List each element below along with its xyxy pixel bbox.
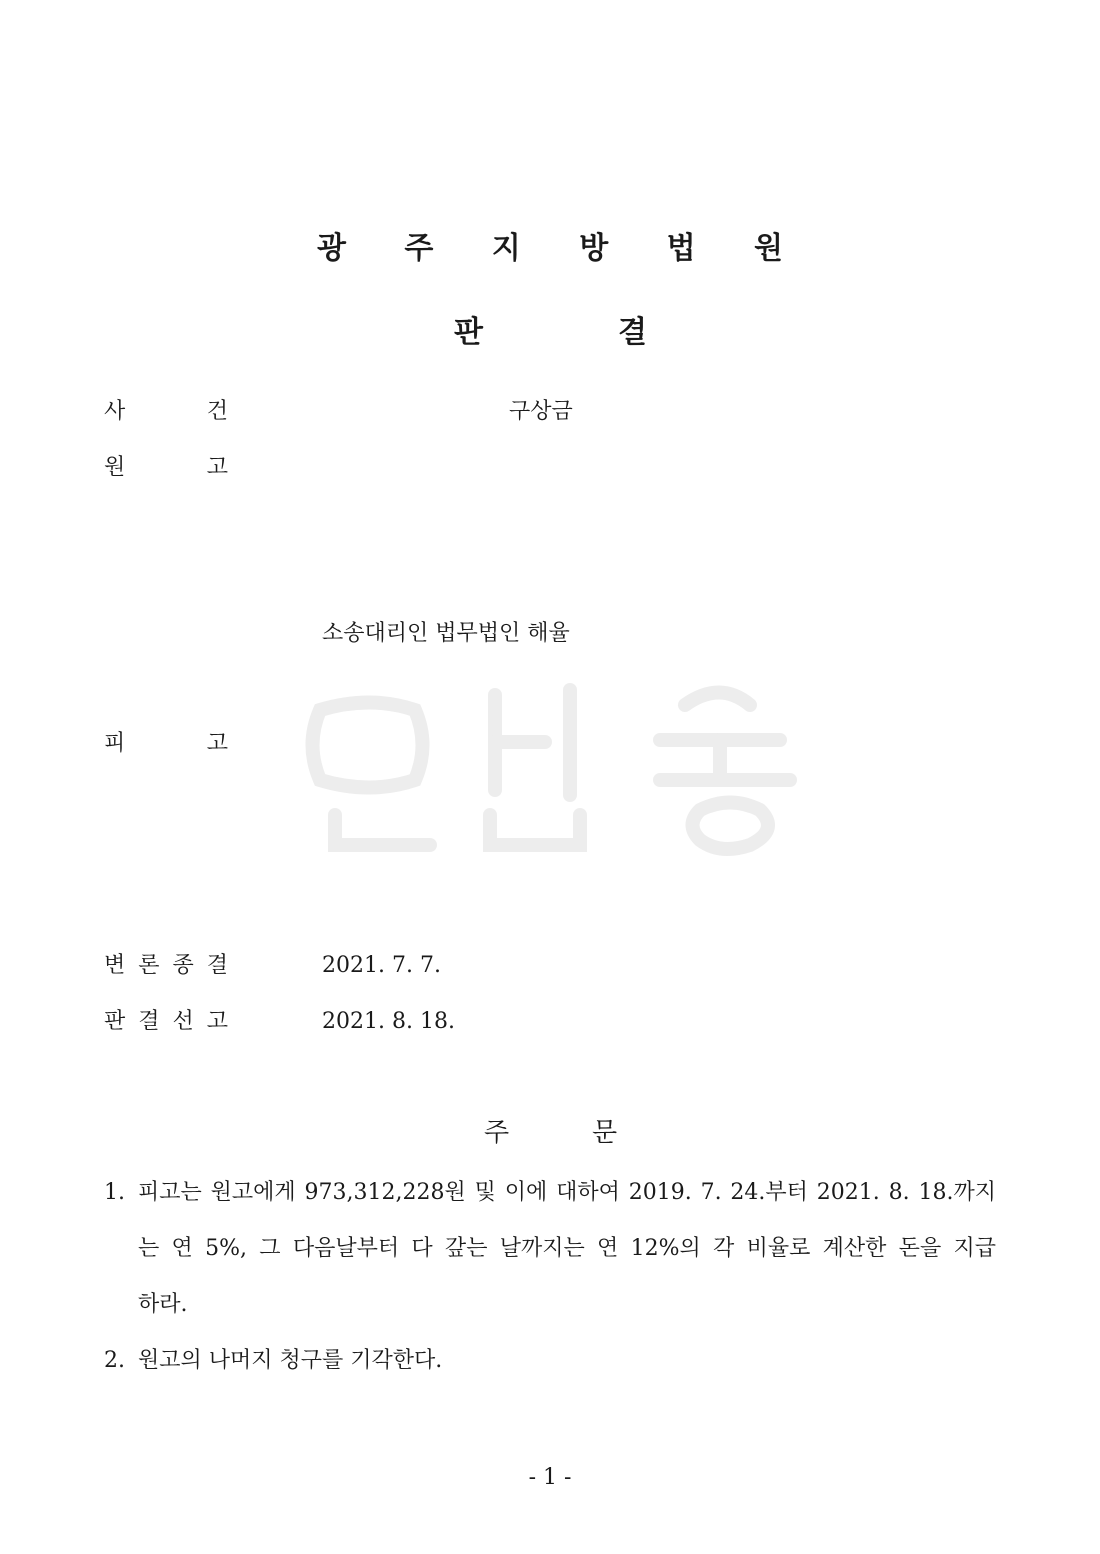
plaintiff-row <box>0 448 1100 488</box>
order-item-2 <box>104 1333 996 1389</box>
order-item-line: 원고의 나머지 청구를 기각한다. <box>138 1348 443 1373</box>
plaintiff-counsel: 소송대리인 법무법인 해율 <box>322 621 570 646</box>
page-number: - 1 - <box>528 1465 572 1490</box>
case-row <box>0 392 1100 432</box>
order-heading-char-right: 문 <box>592 1118 618 1148</box>
order-item-line: 는 연 5%, 그 다음날부터 다 갚는 날까지는 연 12%의 각 비율로 계산한 돈을 지급 <box>138 1236 996 1261</box>
order-heading <box>0 1110 1100 1156</box>
defendant-label: 피 고 <box>104 731 228 756</box>
document-type-char-left: 판 <box>454 315 483 350</box>
order-item-line: 하라. <box>138 1292 188 1317</box>
order-heading-char-left: 주 <box>484 1118 510 1148</box>
hearing-closed-row <box>0 946 1100 986</box>
case-label: 사 건 <box>104 399 228 424</box>
order-item-number: 1. <box>104 1180 125 1205</box>
document-type-title <box>0 310 1100 356</box>
hearing-closed-label: 변 론 종 결 <box>104 953 228 978</box>
judgment-date-label: 판 결 선 고 <box>104 1009 228 1034</box>
judgment-date: 2021. 8. 18. <box>322 1009 455 1034</box>
plaintiff-counsel-row <box>0 614 1100 654</box>
order-item-1 <box>104 1165 996 1333</box>
hearing-closed-date: 2021. 7. 7. <box>322 953 441 978</box>
document-type-char-right: 결 <box>618 315 647 350</box>
order-item-line: 피고는 원고에게 973,312,228원 및 이에 대하여 2019. 7. 24.부터 2021. 8. 18.까지 <box>138 1180 996 1205</box>
plaintiff-label: 원 고 <box>104 455 228 480</box>
case-name: 구상금 <box>509 399 573 424</box>
court-name: 광 주 지 방 법 원 <box>316 231 808 266</box>
order-item-number: 2. <box>104 1348 125 1373</box>
defendant-row <box>0 724 1100 764</box>
judgment-date-row <box>0 1002 1100 1042</box>
